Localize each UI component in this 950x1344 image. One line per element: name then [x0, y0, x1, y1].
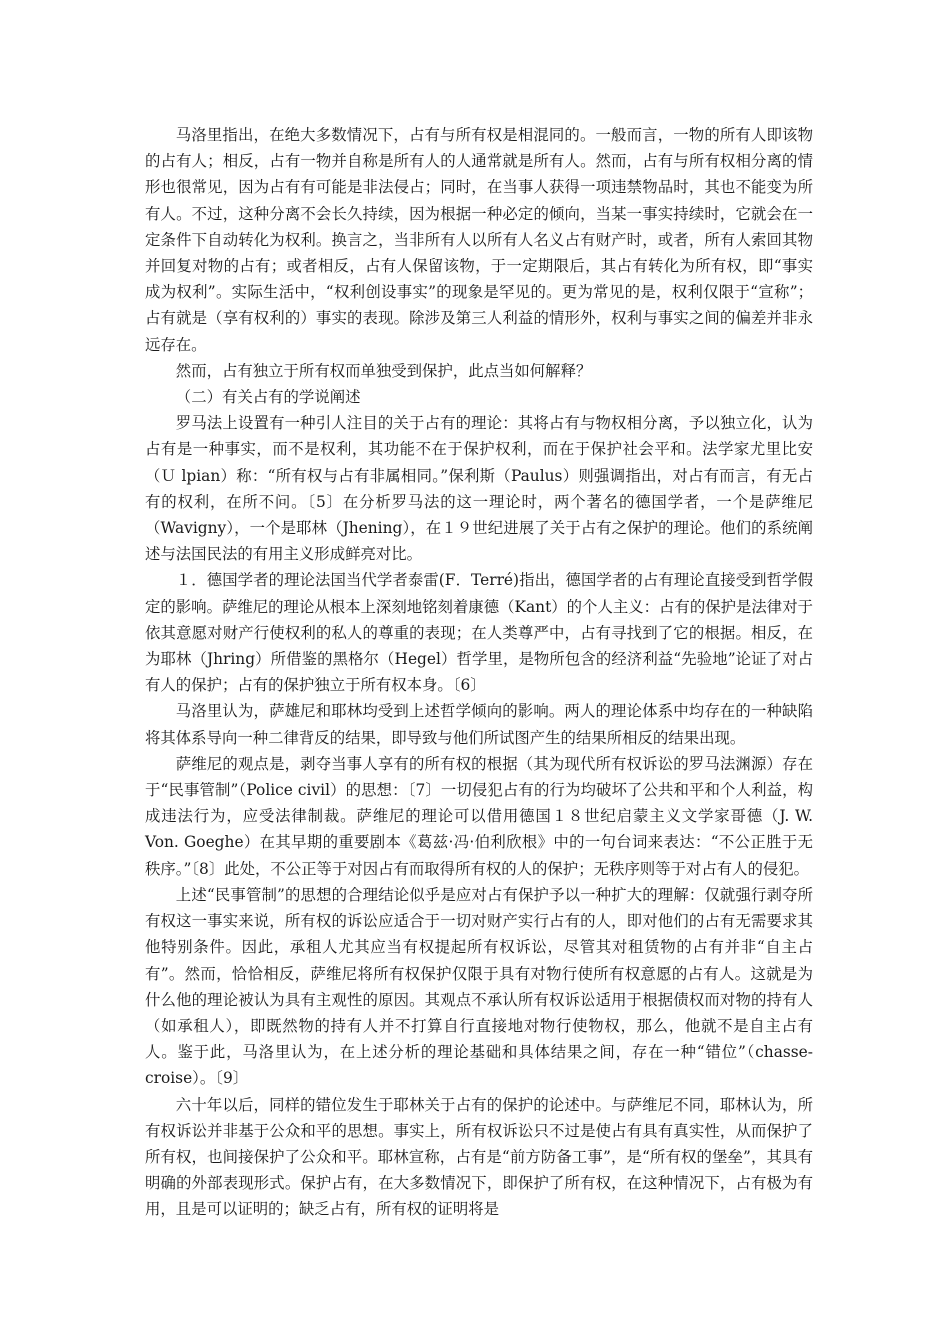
- section-heading: （二）有关占有的学说阐述: [175, 388, 361, 407]
- document-body: [145, 122, 813, 1223]
- paragraph-6: 萨维尼的观点是，剥夺当事人享有的所有权的根据（其为现代所有权诉讼的罗马法渊源）存在于“民事管制”（Police civil）的思想：〔7〕一切侵犯占有的行为均破坏了公共和平和个人利益，构成违法行为，应受法律制裁。萨维尼的理论可以借用德国１８世纪启蒙主义文学家哥德（J. W. Von. Goeghe）在其早期的重要剧本《葛兹·冯·伯利欣根》中的一句台词来表达：“不公正胜于无秩序。”〔8〕此处，不公正等于对因占有而取得所有权的人的保护；无秩序则等于对占有人的侵犯。: [145, 754, 813, 878]
- paragraph-5: 马洛里认为，萨雄尼和耶林均受到上述哲学倾向的影响。两人的理论体系中均存在的一种缺陷将其体系导向一种二律背反的结果，即导致与他们所试图产生的结果所相反的结果出现。: [145, 702, 813, 747]
- paragraph-8: 六十年以后，同样的错位发生于耶林关于占有的保护的论述中。与萨维尼不同，耶林认为，所有权诉讼并非基于公众和平的思想。事实上，所有权诉讼只不过是使占有具有真实性，从而保护了所有权，也间接保护了公众和平。耶林宣称，占有是“前方防备工事”，是“所有权的堡垒”，其具有明确的外部表现形式。保护占有，在大多数情况下，即保护了所有权，在这种情况下，占有极为有用，且是可以证明的；缺乏占有，所有权的证明将是: [145, 1095, 813, 1219]
- paragraph-4: １．德国学者的理论法国当代学者泰雷(F．Terré)指出，德国学者的占有理论直接受到哲学假定的影响。萨维尼的理论从根本上深刻地铭刻着康德（Kant）的个人主义：占有的保护是法律对于依其意愿对财产行使权利的私人的尊重的表现；在人类尊严中，占有寻找到了它的根据。相反，在为耶林（Jhring）所借鉴的黑格尔（Hegel）哲学里，是物所包含的经济利益“先验地”论证了对占有人的保护；占有的保护独立于所有权本身。〔6〕: [145, 571, 813, 695]
- paragraph-7: 上述“民事管制”的思想的合理结论似乎是应对占有保护予以一种扩大的理解：仅就强行剥夺所有权这一事实来说，所有权的诉讼应适合于一切对财产实行占有的人，即对他们的占有无需要求其他特别条件。因此，承租人尤其应当有权提起所有权诉讼，尽管其对租赁物的占有并非“自主占有”。然而，恰恰相反，萨维尼将所有权保护仅限于具有对物行使所有权意愿的占有人。这就是为什么他的理论被认为具有主观性的原因。其观点不承认所有权诉讼适用于根据债权而对物的持有人（如承租人），即既然物的持有人并不打算自行直接地对物行使物权，那么，他就不是自主占有人。鉴于此，马洛里认为，在上述分析的理论基础和具体结果之间，存在一种“错位”（chasse-croise）。〔9〕: [145, 885, 813, 1088]
- paragraph-1: 马洛里指出，在绝大多数情况下，占有与所有权是相混同的。一般而言，一物的所有人即该物的占有人；相反，占有一物并自称是所有人的人通常就是所有人。然而，占有与所有权相分离的情形也很常见，因为占有有可能是非法侵占；同时，在当事人获得一项违禁物品时，其也不能变为所有人。不过，这种分离不会长久持续，因为根据一种必定的倾向，当某一事实持续时，它就会在一定条件下自动转化为权利。换言之，当非所有人以所有人名义占有财产时，或者，所有人索回其物并回复对物的占有；或者相反，占有人保留该物，于一定期限后，其占有转化为所有权，即“事实成为权利”。实际生活中，“权利创设事实”的现象是罕见的。更为常见的是，权利仅限于“宣称”；占有就是（享有权利的）事实的表现。除涉及第三人利益的情形外，权利与事实之间的偏差并非永远存在。: [145, 126, 813, 354]
- paragraph-3: 罗马法上设置有一种引人注目的关于占有的理论：其将占有与物权相分离，予以独立化，认为占有是一种事实，而不是权利，其功能不在于保护权利，而在于保护社会平和。法学家尤里比安（Ｕ lpian）称：“所有权与占有非属相同。”保利斯（Paulus）则强调指出，对占有而言，有无占有的权利，在所不问。〔5〕在分析罗马法的这一理论时，两个著名的德国学者，一个是萨维尼（Wavigny），一个是耶林（Jhening），在１９世纪进展了关于占有之保护的理论。他们的系统阐述与法国民法的有用主义形成鲜亮对比。: [145, 414, 813, 564]
- paragraph-2: 然而，占有独立于所有权而单独受到保护，此点当如何解释？: [175, 361, 592, 380]
